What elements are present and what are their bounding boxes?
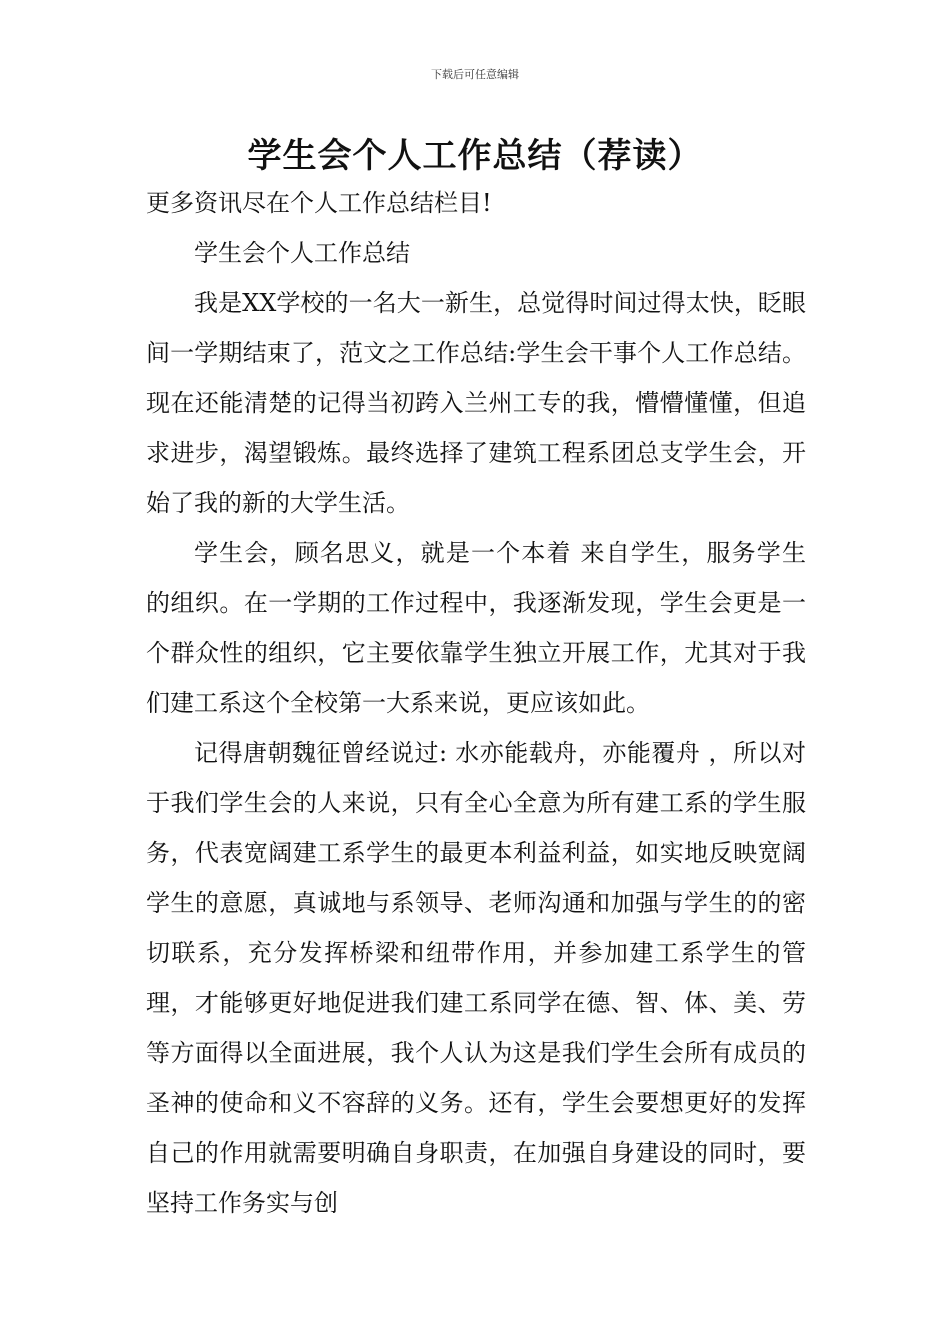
paragraph-2: 学生会，顾名思义，就是一个本着 来自学生，服务学生 的组织。在一学期的工作过程中，我逐渐发现，学生会更是一个群众性的组织，它主要依靠学生独立开展工作，尤其对于我们建工系这个全校第一大系来说，更应该如此。 [146,539,806,717]
document-body [146,178,806,1228]
paragraph-1: 我是XX学校的一名大一新生，总觉得时间过得太快，眨眼间一学期结束了，范文之工作总结:学生会干事个人工作总结。现在还能清楚的记得当初跨入兰州工专的我，懵懵懂懂，但追求进步，渴望锻炼。最终选择了建筑工程系团总支学生会，开始了我的新的大学生活。 [146,289,806,517]
intro-line: 更多资讯尽在个人工作总结栏目! [146,189,492,217]
header-note: 下载后可任意编辑 [431,68,519,81]
paragraph-3: 记得唐朝魏征曾经说过: 水亦能载舟，亦能覆舟 ，所以对于我们学生会的人来说，只有全心全意为所有建工系的学生服务，代表宽阔建工系学生的最更本利益利益，如实地反映宽阔学生的意愿，真诚地与系领导、老师沟通和加强与学生的的密切联系，充分发挥桥梁和纽带作用，并参加建工系学生的管理，才能够更好地促进我们建工系同学在德、智、体、美、劳等方面得以全面进展，我个人认为这是我们学生会所有成员的圣神的使命和义不容辞的义务。还有，学生会要想更好的发挥自己的作用就需要明确自身职责，在加强自身建设的同时，要坚持工作务实与创 [146,739,806,1217]
section-subtitle: 学生会个人工作总结 [194,239,410,267]
document-title: 学生会个人工作总结（荐读） [247,136,703,176]
